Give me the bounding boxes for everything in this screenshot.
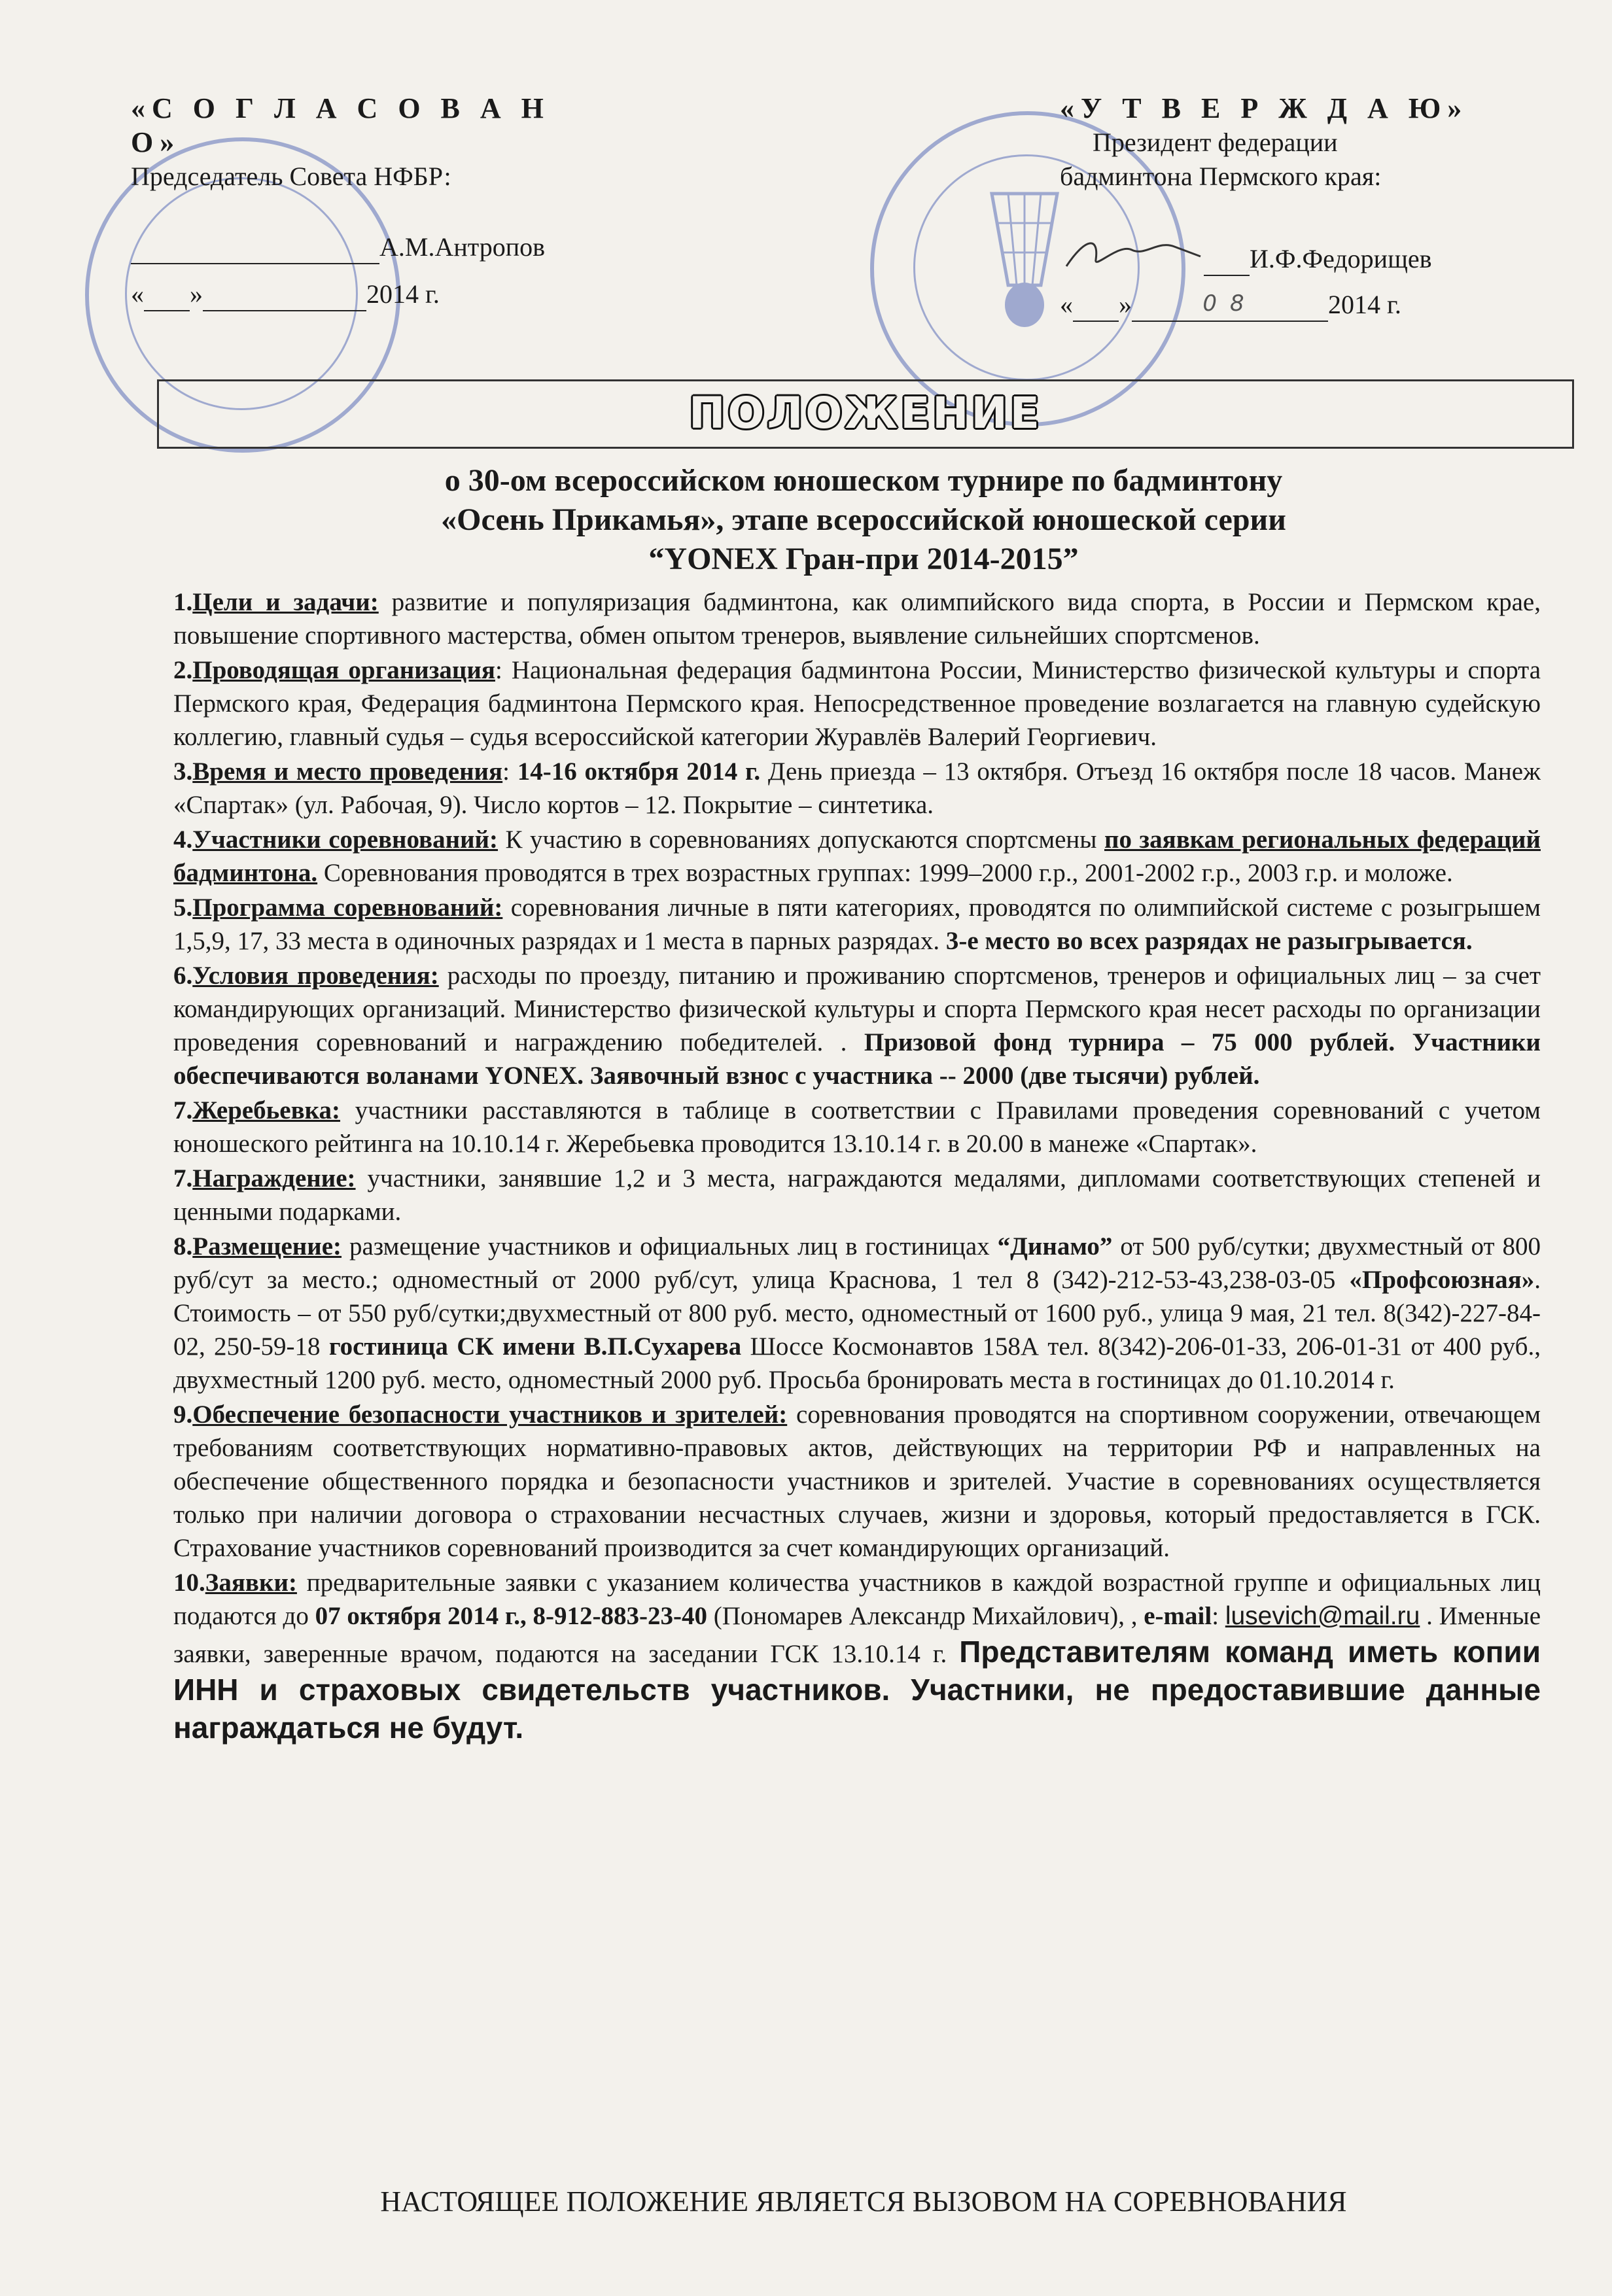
president-position-2: бадминтона Пермского края: <box>1060 162 1382 191</box>
president-name: И.Ф.Федорищев <box>1250 244 1432 273</box>
section-time-place: 3.Время и место проведения: 14-16 октября 2014 г. День приезда – 13 октября. Отъезд 16 октября после 18 часов. Манеж «Спартак» (ул. Рабочая, 9). Число кортов – 12. Покрытие – синтетика. <box>173 757 1541 819</box>
section-applications: 10.Заявки: предварительные заявки с указанием количества участников в каждой возрастной группе и официальных лиц подаются до 07 октября 2014 г., 8-912-883-23-40 (Пономарев Александр Михайлович), , e-mail: lusevich@mail.ru . Именные заявки, заверенные врачом, подаются на заседании ГСК 13.10.14 г. Представителям команд иметь копии ИНН и страховых свидетельств участников. Участники, не предоставившие данные награждаться не будут. <box>173 1569 1541 1745</box>
document-body <box>160 585 1541 1747</box>
important-notice: Представителям команд иметь копии ИНН и страховых свидетельств участников. Участники, не предоставившие данные награждаться не будут. <box>173 1635 1541 1745</box>
section-participants: 4.Участники соревнований: К участию в соревнованиях допускаются спортсмены по заявкам региональных федераций бадминтона. Соревнования проводятся в трех возрастных группах: 1999–2000 г.р., 2001-2002 г.р., 2003 г.р. и моложе. <box>173 826 1541 887</box>
document-subtitle: о 30-ом всероссийском юношеском турнире по бадминтону «Осень Прикамья», этапе всероссийской юношеской серии “YONEX Гран-при 2014-2015” <box>441 463 1286 576</box>
section-awards: 7.Награждение: участники, занявшие 1,2 и 3 места, награждаются медалями, дипломами соответствующих степеней и ценными подарками. <box>173 1164 1541 1226</box>
signature-icon <box>1060 230 1204 276</box>
section-conditions: 6.Условия проведения: расходы по проезду, питанию и проживанию спортсменов, тренеров и официальных лиц – за счет командирующих организаций. Министерство физической культуры и спорта Пермского края несет расходы по организации проведения соревнований и награждению победителей. . Призовой фонд турнира – 75 000 рублей. Участники обеспечиваются воланами YONEX. Заявочный взнос с участника -- 2000 (две тысячи) рублей. <box>173 962 1541 1090</box>
approver-name: А.М.Антропов <box>379 232 546 262</box>
approval-block-left: «С О Г Л А С О В А Н О» Председатель Совета НФБР: А.М.Антропов « » 2014 г. <box>131 92 589 311</box>
approved-status: «С О Г Л А С О В А Н О» <box>131 92 550 158</box>
section-safety: 9.Обеспечение безопасности участников и зрителей: соревнования проводятся на спортивном сооружении, отвечающем требованиям соответствующих нормативно-правовых актов, действующих на территории РФ и направленных на обеспечение общественного порядка и безопасности участников и зрителей. Участие в соревнованиях осуществляется только при наличии договора о страховании несчастных случаев, жизни и здоровья, который предоставляется в ГСК. Страхование участников соревнований производится за счет командирующих организаций. <box>173 1400 1541 1562</box>
title-box <box>157 379 1574 449</box>
footer-notice: НАСТОЯЩЕЕ ПОЛОЖЕНИЕ ЯВЛЯЕТСЯ ВЫЗОВОМ НА СОРЕВНОВАНИЯ <box>380 2185 1347 2218</box>
section-draw: 7.Жеребьевка: участники расставляются в таблице в соответствии с Правилами проведения соревнований с учетом юношеского рейтинга на 10.10.14 г. Жеребьевка проводится 13.10.14 г. в 20.00 в манеже «Спартак». <box>173 1096 1541 1158</box>
section-accommodation: 8.Размещение: размещение участников и официальных лиц в гостиницах “Динамо” от 500 руб/сутки; двухместный от 800 руб/сут за место.; одноместный от 2000 руб/сут, улица Краснова, 1 тел 8 (342)-212-53-43,238-03-05 «Профсоюзная». Стоимость – от 550 руб/сутки;двухместный от 800 руб. место, одноместный от 1600 руб., улица 9 мая, 21 тел. 8(342)-227-84-02, 250-59-18 гостиница СК имени В.П.Сухарева Шоссе Космонавтов 158А тел. 8(342)-206-01-33, 206-01-31 от 400 руб., двухместный 1200 руб. место, одноместный 2000 руб. Просьба бронировать места в гостиницах до 01.10.2014 г. <box>173 1232 1541 1394</box>
approver-position: Председатель Совета НФБР: <box>131 162 451 191</box>
president-position-1: Президент федерации <box>1093 128 1338 157</box>
approval-year: 2014 г. <box>366 279 440 309</box>
document-title: ПОЛОЖЕНИЕ <box>689 388 1042 438</box>
section-goals: 1.Цели и задачи: развитие и популяризация бадминтона, как олимпийского вида спорта, в России и Пермском крае, повышение спортивного мастерства, обмен опытом тренеров, выявление сильнейших спортсменов. <box>173 588 1541 650</box>
section-program: 5.Программа соревнований: соревнования личные в пяти категориях, проводятся по олимпийской системе с розыгрышем 1,5,9, 17, 33 места в одиночных разрядах и 1 места в парных разрядах. 3-е место во всех разрядах не разыгрывается. <box>173 894 1541 955</box>
email-link[interactable]: lusevich@mail.ru <box>1225 1602 1420 1630</box>
section-organizer: 2.Проводящая организация: Национальная федерация бадминтона России, Министерство физической культуры и спорта Пермского края, Федерация бадминтона Пермского края. Непосредственное проведение возлагается на главную судейскую коллегию, главный судья – судья всероссийской категории Журавлёв Валерий Георгиевич. <box>173 656 1541 751</box>
approve-status: «У Т В Е Р Ж Д А Ю» <box>1060 92 1469 124</box>
approval-block-right: «У Т В Е Р Ж Д А Ю» Президент федерации бадминтона Пермского края: И.Ф.Федорищев « » 08 2014 г. <box>1060 92 1531 322</box>
approve-year: 2014 г. <box>1328 290 1401 319</box>
handwritten-month: 08 <box>1202 290 1257 317</box>
